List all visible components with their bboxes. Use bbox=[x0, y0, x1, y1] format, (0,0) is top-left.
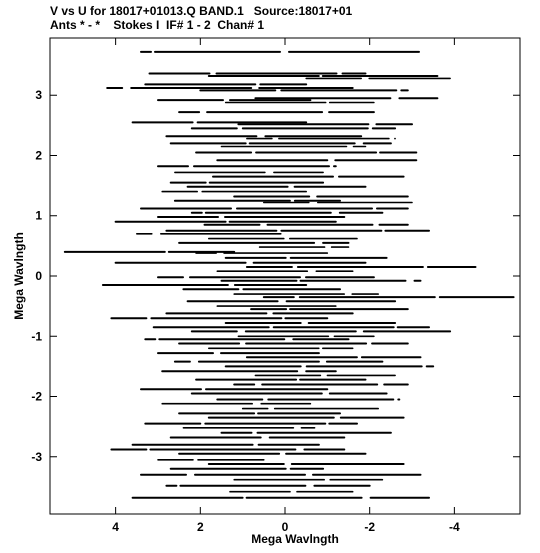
y-tick-label: 0 bbox=[35, 269, 42, 283]
y-axis-label: Mega Wavlngth bbox=[12, 232, 26, 320]
plot-frame bbox=[50, 38, 520, 514]
y-tick-label: 3 bbox=[35, 88, 42, 103]
y-tick-label: -3 bbox=[31, 449, 42, 464]
y-tick-label: -1 bbox=[31, 329, 42, 344]
x-tick-label: 4 bbox=[112, 520, 119, 534]
y-tick-label: 1 bbox=[35, 208, 42, 223]
x-axis-label: Mega Wavlngth bbox=[251, 532, 339, 546]
y-tick-label: -2 bbox=[31, 389, 42, 404]
plot-title: V vs U for 18017+01013.Q BAND.1 Source:18017+01 bbox=[50, 4, 353, 18]
y-tick-label: 2 bbox=[35, 148, 42, 163]
uv-tracks bbox=[65, 52, 514, 498]
x-tick-label: 2 bbox=[196, 520, 204, 534]
plot-subtitle: Ants * - * Stokes I IF# 1 - 2 Chan# 1 bbox=[50, 18, 265, 32]
x-tick-label: 0 bbox=[281, 520, 289, 534]
x-tick-label: -4 bbox=[449, 520, 460, 534]
x-tick-label: -2 bbox=[364, 520, 376, 534]
